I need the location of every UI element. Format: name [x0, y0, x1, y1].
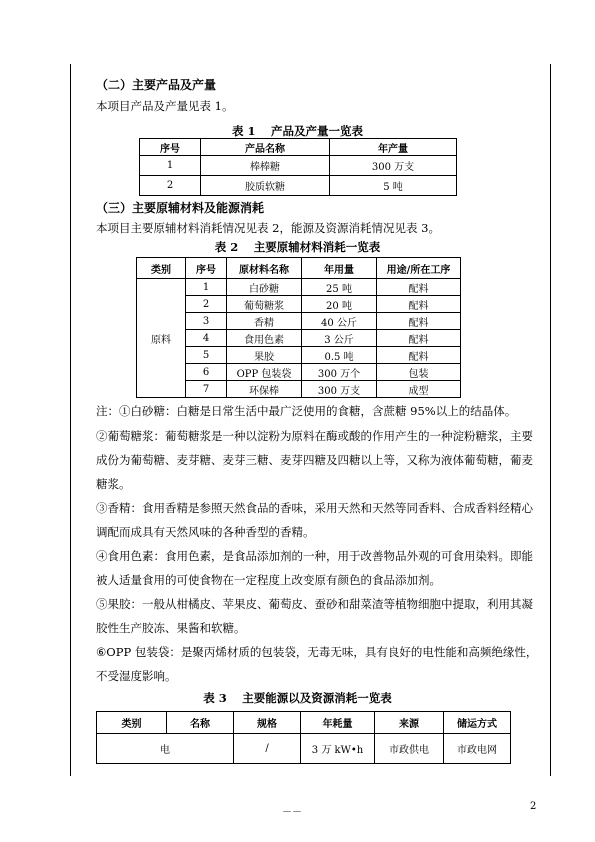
table-cell: 1 — [140, 156, 201, 176]
table-cell: 市政供电 — [375, 734, 444, 764]
table-cell: 棒棒糖 — [201, 156, 330, 176]
table-cell: 胶质软糖 — [201, 176, 330, 196]
table-cell: 白砂糖 — [227, 279, 302, 296]
table-cell: 2 — [186, 296, 227, 313]
table-cell: 0.5 吨 — [302, 347, 377, 364]
table-row — [140, 176, 457, 196]
table1-title: 表 1 产品及产量一览表 — [231, 124, 363, 138]
table-cell: 果胶 — [227, 347, 302, 364]
table-cell: 配料 — [377, 330, 461, 347]
table-cell: 香精 — [227, 313, 302, 330]
table3-header: 年耗量 — [301, 712, 375, 734]
note-glucose-syrup: ②葡萄糖浆：葡萄糖浆是一种以淀粉为原料在酶或酸的作用产生的一种淀粉糖浆，主要成份为葡萄糖、麦芽糖、麦芽三糖、麦芽四糖及四糖以上等，又称为液体葡萄糖，葡麦糖浆。 — [96, 429, 533, 491]
note-food-coloring: ④食用色素：食用色素，是食品添加剂的一种，用于改善物品外观的可食用染料。即能被人适量食用的可使食物在一定程度上改变原有颜色的食品添加剂。 — [96, 549, 533, 587]
section-intro-materials: 本项目主要原辅材料消耗情况见表 2，能源及资源消耗情况见表 3。 — [96, 221, 440, 235]
table-row — [137, 279, 461, 296]
table-cell: 300 万支 — [302, 381, 377, 398]
table2-header: 用途/所在工序 — [377, 258, 461, 279]
table-cell: 4 — [186, 330, 227, 347]
table-row — [140, 156, 457, 176]
category-cell: 原料 — [137, 279, 186, 398]
table-cell: 食用色素 — [227, 330, 302, 347]
table2-header: 原材料名称 — [227, 258, 302, 279]
table-cell: 3 — [186, 313, 227, 330]
table-cell: 包装 — [377, 364, 461, 381]
table-cell: 2 — [140, 176, 201, 196]
table2-header: 年用量 — [302, 258, 377, 279]
section-intro-products: 本项目产品及产量见表 1。 — [96, 99, 234, 113]
table-row — [137, 330, 461, 347]
table3-header: 储运方式 — [444, 712, 511, 734]
table-row — [97, 734, 511, 764]
table2-header: 序号 — [186, 258, 227, 279]
note-sugar: 注：①白砂糖：白糖是日常生活中最广泛使用的食糖，含蔗糖 95%以上的结晶体。 — [96, 404, 517, 418]
table-row — [137, 381, 461, 398]
table2-header: 类别 — [137, 258, 186, 279]
table-cell: 1 — [186, 279, 227, 296]
table1-header: 序号 — [140, 139, 201, 156]
table-cell: 25 吨 — [302, 279, 377, 296]
table-products — [139, 138, 457, 196]
table-cell: 成型 — [377, 381, 461, 398]
table-row — [137, 364, 461, 381]
table-cell: 40 公斤 — [302, 313, 377, 330]
table-cell: 配料 — [377, 313, 461, 330]
table-cell: 6 — [186, 364, 227, 381]
footer-center-mark: －－ — [282, 807, 302, 818]
note-pectin: ⑤果胶：一般从柑橘皮、苹果皮、葡萄皮、蚕砂和甜菜渣等植物细胞中提取，利用其凝胶性生产胶冻、果酱和软糖。 — [96, 597, 533, 635]
table3-header: 来源 — [375, 712, 444, 734]
table-cell: 3 公斤 — [302, 330, 377, 347]
note-flavor: ③香精：食用香精是参照天然食品的香味，采用天然和天然等同香料、合成香料经精心调配而成具有天然风味的各种香型的香精。 — [96, 501, 533, 539]
table-row — [137, 296, 461, 313]
table1-header: 产品名称 — [201, 139, 330, 156]
section-heading-products: （二）主要产品及产量 — [96, 78, 217, 92]
table-cell: 3 万 kW•h — [301, 734, 375, 764]
table-cell: 电 — [97, 734, 234, 764]
table-cell: 葡萄糖浆 — [227, 296, 302, 313]
table-cell: 市政电网 — [444, 734, 511, 764]
table-cell: 5 — [186, 347, 227, 364]
table3-title: 表 3 主要能源以及资源消耗一览表 — [203, 691, 392, 705]
table2-title: 表 2 主要原辅材料消耗一览表 — [214, 240, 381, 254]
table-cell: 300 万个 — [302, 364, 377, 381]
table-materials — [136, 257, 461, 398]
table-cell: 20 吨 — [302, 296, 377, 313]
table-energy — [96, 711, 511, 764]
section-heading-materials: （三）主要原辅材料及能源消耗 — [96, 201, 265, 215]
table-cell: 配料 — [377, 347, 461, 364]
table-cell: 环保棒 — [227, 381, 302, 398]
table-cell: 300 万支 — [330, 156, 457, 176]
table-cell: 配料 — [377, 296, 461, 313]
table1-header: 年产量 — [330, 139, 457, 156]
table3-header: 规格 — [234, 712, 301, 734]
table3-header: 类别 — [97, 712, 167, 734]
table-cell: / — [234, 734, 301, 764]
table-row — [137, 347, 461, 364]
table3-header: 名称 — [167, 712, 234, 734]
table-cell: 配料 — [377, 279, 461, 296]
page-number: 2 — [530, 801, 537, 812]
table-cell: 5 吨 — [330, 176, 457, 196]
table-cell: 7 — [186, 381, 227, 398]
note-opp-bag: ⑥OPP 包装袋：是聚丙烯材质的包装袋，无毒无味，具有良好的电性能和高频绝缘性，不受湿度影响。 — [96, 645, 538, 683]
table-cell: OPP 包装袋 — [227, 364, 302, 381]
table-row — [137, 313, 461, 330]
